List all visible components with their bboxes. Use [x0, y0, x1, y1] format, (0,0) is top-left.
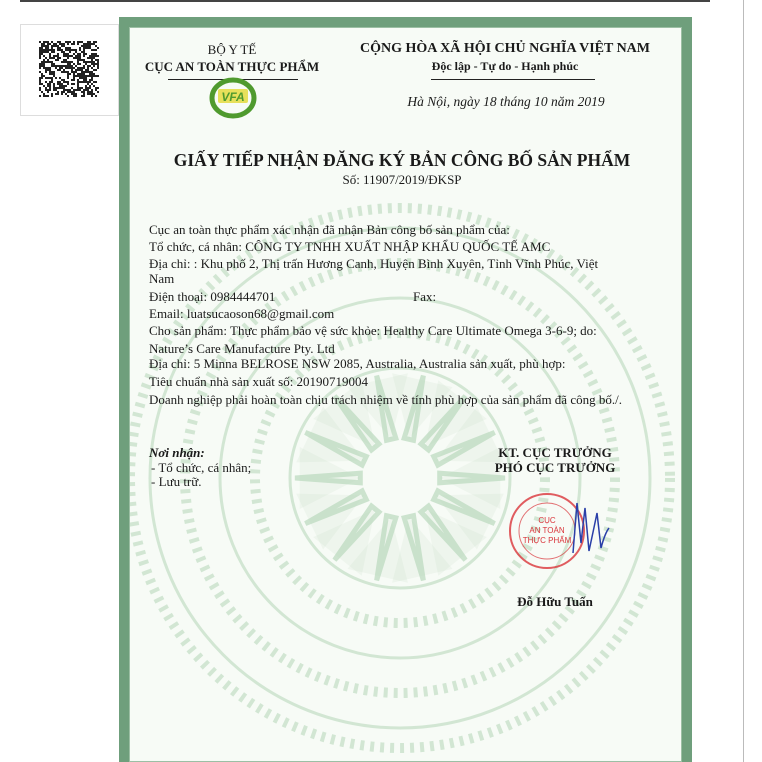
- manufacturer-address-line: Địa chỉ: 5 Minna BELROSE NSW 2085, Australia, Australia sản xuất, phù hợp:: [149, 356, 566, 371]
- official-stamp: [505, 483, 615, 573]
- country-name: CỘNG HÒA XÃ HỘI CHỦ NGHĨA VIỆT NAM: [359, 41, 651, 56]
- svg-text:VFA: VFA: [221, 90, 245, 104]
- header-rule-right: [431, 79, 595, 80]
- svg-text:THỰC PHẨM: THỰC PHẨM: [522, 536, 572, 545]
- agency-name: CỤC AN TOÀN THỰC PHẨM: [144, 59, 320, 74]
- certificate-document: [119, 17, 692, 762]
- signatory-name: Đỗ Hữu Tuấn: [517, 594, 593, 609]
- scrollbar-edge: [743, 0, 744, 762]
- address-line-cont: Nam: [149, 271, 175, 286]
- top-divider: [20, 0, 710, 2]
- fax-line: Fax:: [413, 289, 437, 304]
- signatory-position: PHÓ CỤC TRƯỞNG: [494, 460, 616, 475]
- signature-scribble: [573, 503, 609, 553]
- product-line: Cho sản phẩm: Thực phẩm bảo vệ sức khỏe: Healthy Care Ultimate Omega 3-6-9; do:: [149, 323, 597, 338]
- svg-text:CỤC: CỤC: [538, 516, 556, 525]
- organization-line: Tổ chức, cá nhân: CÔNG TY TNHH XUẤT NHẬP KHẨU QUỐC TẾ AMC: [149, 239, 551, 254]
- qr-code-card[interactable]: [20, 24, 119, 116]
- recipients-label: Nơi nhận:: [149, 445, 205, 460]
- manufacturer-line: Nature’s Care Manufacture Pty. Ltd: [149, 341, 335, 356]
- email-line: Email: luatsucaoson68@gmail.com: [149, 306, 335, 321]
- svg-text:AN TOÀN: AN TOÀN: [529, 526, 565, 535]
- vfa-logo: [209, 77, 257, 119]
- responsibility-line: Doanh nghiệp phải hoàn toàn chịu trách nhiệm về tính phù hợp của sản phẩm đã công bố./.: [149, 392, 622, 407]
- phone-line: Điện thoại: 0984444701: [149, 289, 276, 304]
- standard-line: Tiêu chuẩn nhà sản xuất số: 20190719004: [149, 374, 369, 389]
- issue-date: Hà Nội, ngày 18 tháng 10 năm 2019: [407, 94, 605, 109]
- ministry-name: BỘ Y TẾ: [207, 42, 257, 57]
- recipient-item: - Lưu trữ.: [151, 474, 202, 489]
- document-number: Số: 11907/2019/ĐKSP: [342, 172, 462, 187]
- address-line: Địa chỉ: : Khu phố 2, Thị trấn Hương Canh, Huyện Bình Xuyên, Tỉnh Vĩnh Phúc, Việt: [149, 256, 599, 271]
- document-title: GIẤY TIẾP NHẬN ĐĂNG KÝ BẢN CÔNG BỐ SẢN PHẨM: [173, 150, 631, 170]
- national-motto: Độc lập - Tự do - Hạnh phúc: [431, 59, 579, 73]
- intro-text: Cục an toàn thực phẩm xác nhận đã nhận Bản công bố sản phẩm của:: [149, 222, 510, 237]
- qr-code-icon: [39, 41, 99, 97]
- signatory-title: KT. CỤC TRƯỞNG: [498, 445, 612, 460]
- recipient-item: - Tổ chức, cá nhân;: [151, 460, 252, 475]
- certificate-body: [129, 27, 682, 762]
